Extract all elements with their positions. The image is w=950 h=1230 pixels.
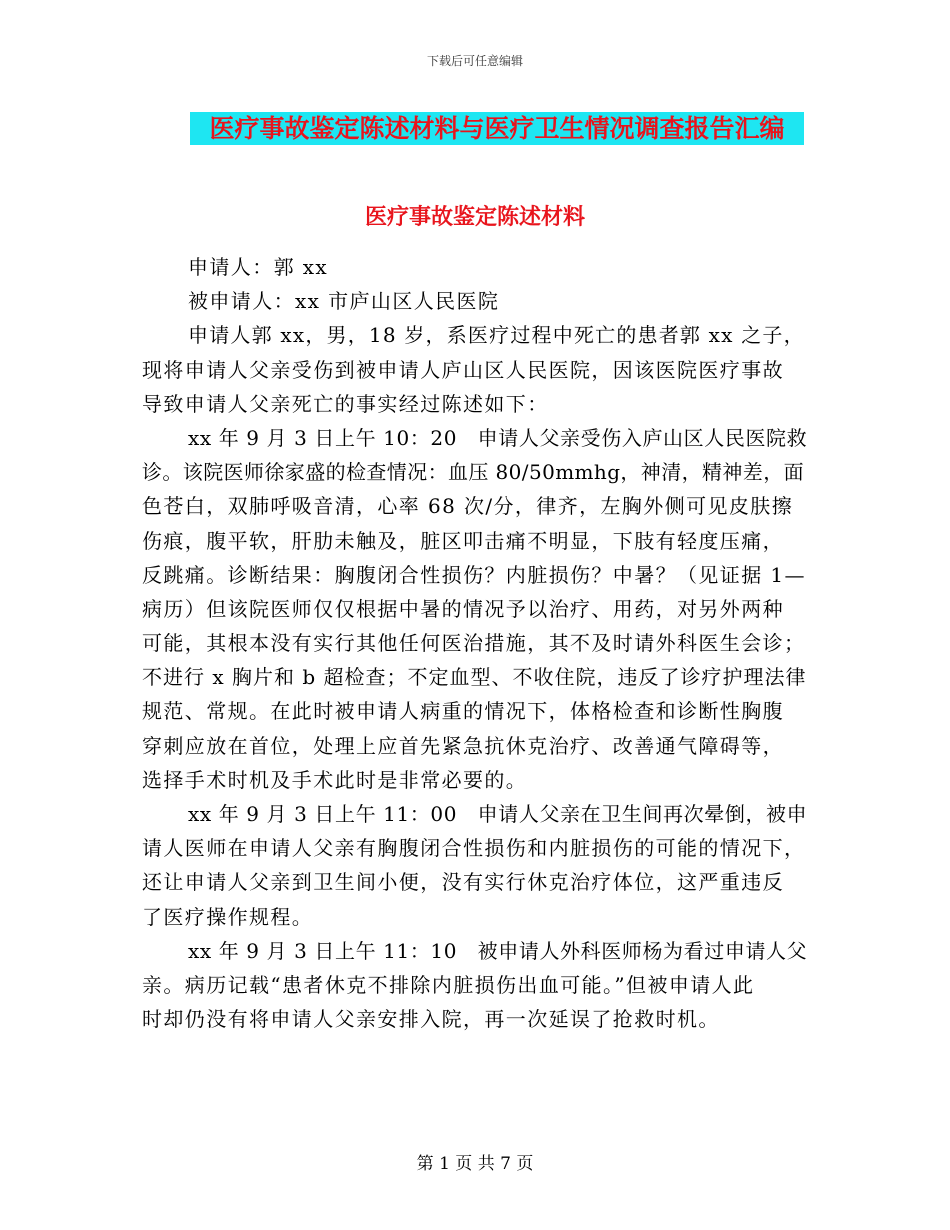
body-line: 病历）但该院医师仅仅根据中暑的情况予以治疗、用药，对另外两种 [142,596,784,621]
body-line: xx 年 9 月 3 日上午 10：20 申请人父亲受伤入庐山区人民医院救 [188,425,808,450]
body-line: xx 年 9 月 3 日上午 11：10 被申请人外科医师杨为看过申请人父 [188,938,808,963]
body-line: 诊。该院医师徐家盛的检查情况：血压 80/50mmhg，神清，精神差，面 [142,460,805,485]
body-line: 亲。病历记载“患者休克不排除内脏损伤出血可能。”但被申请人此 [142,972,755,997]
section-title: 医疗事故鉴定陈述材料 [364,204,585,230]
body-line: 选择手术时机及手术此时是非常必要的。 [142,767,528,792]
body-line: 申请人郭 xx，男，18 岁，系医疗过程中死亡的患者郭 xx 之子， [188,323,805,348]
body-line: 请人医师在申请人父亲有胸腹闭合性损伤和内脏损伤的可能的情况下， [142,836,806,861]
body-line: 不进行 x 胸片和 b 超检查；不定血型、不收住院，违反了诊疗护理法律 [142,665,807,690]
body-line: xx 年 9 月 3 日上午 11：00 申请人父亲在卫生间再次晕倒，被申 [188,802,808,826]
body-line: 了医疗操作规程。 [142,904,314,929]
body-line: 时却仍没有将申请人父亲安排入院，再一次延误了抢救时机。 [142,1007,720,1032]
body-line: 还让申请人父亲到卫生间小便，没有实行休克治疗体位，这严重违反 [142,870,784,895]
page-number-footer: 第 1 页 共 7 页 [416,1154,534,1174]
body-line: 规范、常规。在此时被申请人病重的情况下，体格检查和诊断性胸腹 [142,699,784,724]
body-line: 可能，其根本没有实行其他任何医治措施，其不及时请外科医生会诊； [142,631,806,656]
document-title: 医疗事故鉴定陈述材料与医疗卫生情况调查报告汇编 [190,112,804,145]
body-line: 现将申请人父亲受伤到被申请人庐山区人民医院，因该医院医疗事故 [142,357,784,382]
document-body [142,250,808,1036]
body-line: 导致申请人父亲死亡的事实经过陈述如下： [142,391,549,416]
body-line: 穿刺应放在首位，处理上应首先紧急抗休克治疗、改善通气障碍等， [142,733,784,758]
body-line: 反跳痛。诊断结果：胸腹闭合性损伤？内脏损伤？中暑？（见证据 1— [142,562,806,587]
page-header-note: 下载后可任意编辑 [426,54,523,68]
body-line: 色苍白，双肺呼吸音清，心率 68 次/分，律齐，左胸外侧可见皮肤擦 [142,494,794,519]
body-line: 伤痕，腹平软，肝肋未触及，脏区叩击痛不明显，下肢有轻度压痛， [142,528,784,553]
body-line: 被申请人：xx 市庐山区人民医院 [188,289,500,314]
body-line: 申请人：郭 xx [188,255,329,279]
